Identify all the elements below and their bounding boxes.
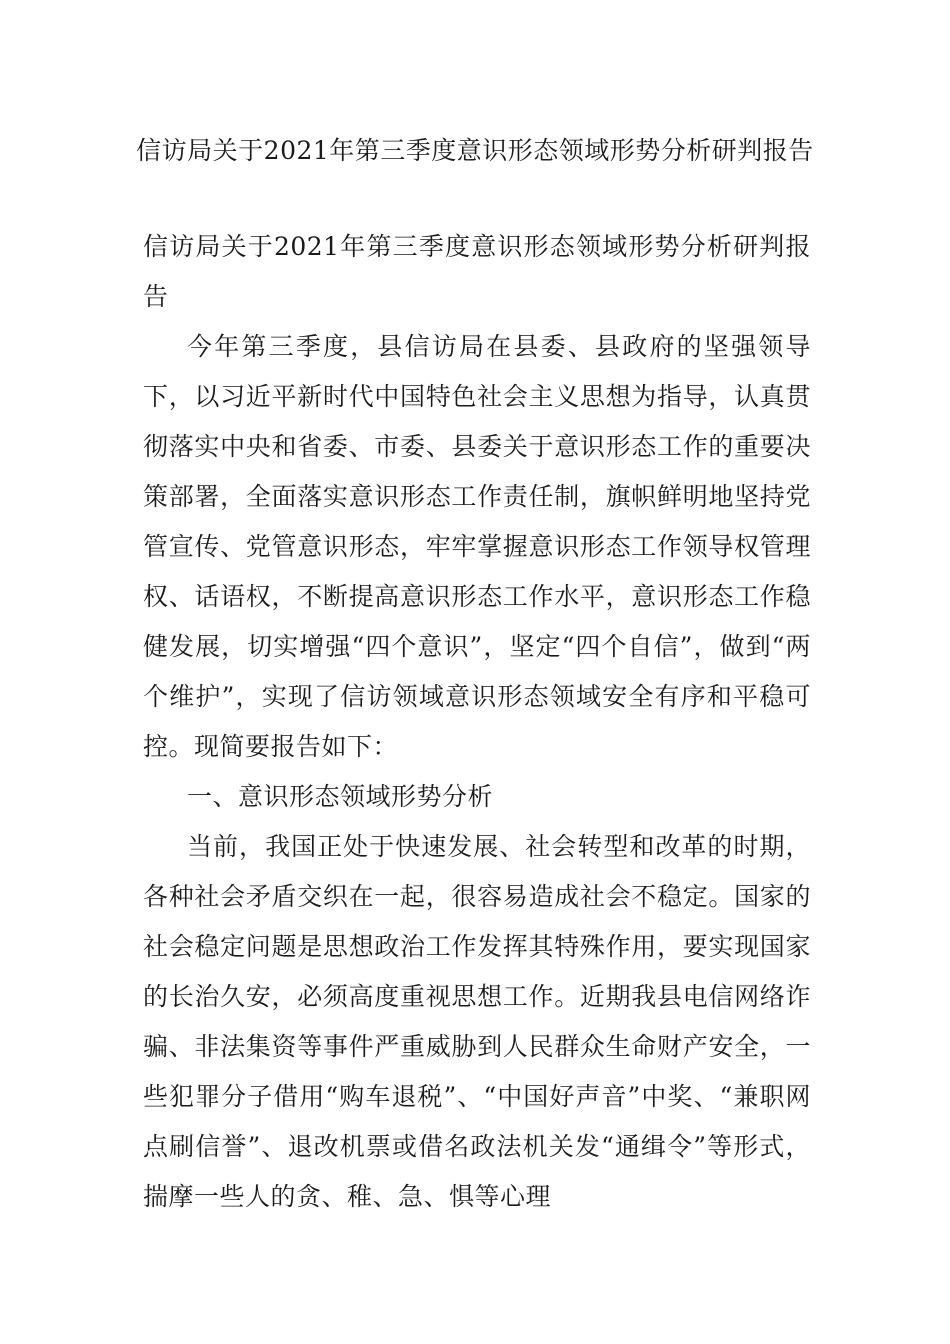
repeated-title: 信访局关于2021年第三季度意识形态领域形势分析研判报告 (143, 232, 811, 311)
document-title: 信访局关于2021年第三季度意识形态领域形势分析研判报告 (136, 136, 814, 165)
document-body (143, 222, 811, 1222)
body-paragraph: 当前，我国正处于快速发展、社会转型和改革的时期，各种社会矛盾交织在一起，很容易造成社会不稳定。国家的社会稳定问题是思想政治工作发挥其特殊作用，要实现国家的长治久安，必须高度重视思想工作。近期我县电信网络诈骗、非法集资等事件严重威胁到人民群众生命财产安全，一些犯罪分子借用“购车退税”、“中国好声音”中奖、“兼职网点刷信誉”、退改机票或借名政法机关发“通缉令”等形式，揣摩一些人的贪、稚、急、惧等心理 (143, 832, 811, 1211)
intro-paragraph: 今年第三季度，县信访局在县委、县政府的坚强领导下，以习近平新时代中国特色社会主义思想为指导，认真贯彻落实中央和省委、市委、县委关于意识形态工作的重要决策部署，全面落实意识形态工作责任制，旗帜鲜明地坚持党管宣传、党管意识形态，牢牢掌握意识形态工作领导权管理权、话语权，不断提高意识形态工作水平，意识形态工作稳健发展，切实增强“四个意识”，坚定“四个自信”，做到“两个维护”，实现了信访领域意识形态领域安全有序和平稳可控。现简要报告如下： (143, 332, 811, 761)
section-heading: 一、意识形态领域形势分析 (187, 782, 494, 811)
